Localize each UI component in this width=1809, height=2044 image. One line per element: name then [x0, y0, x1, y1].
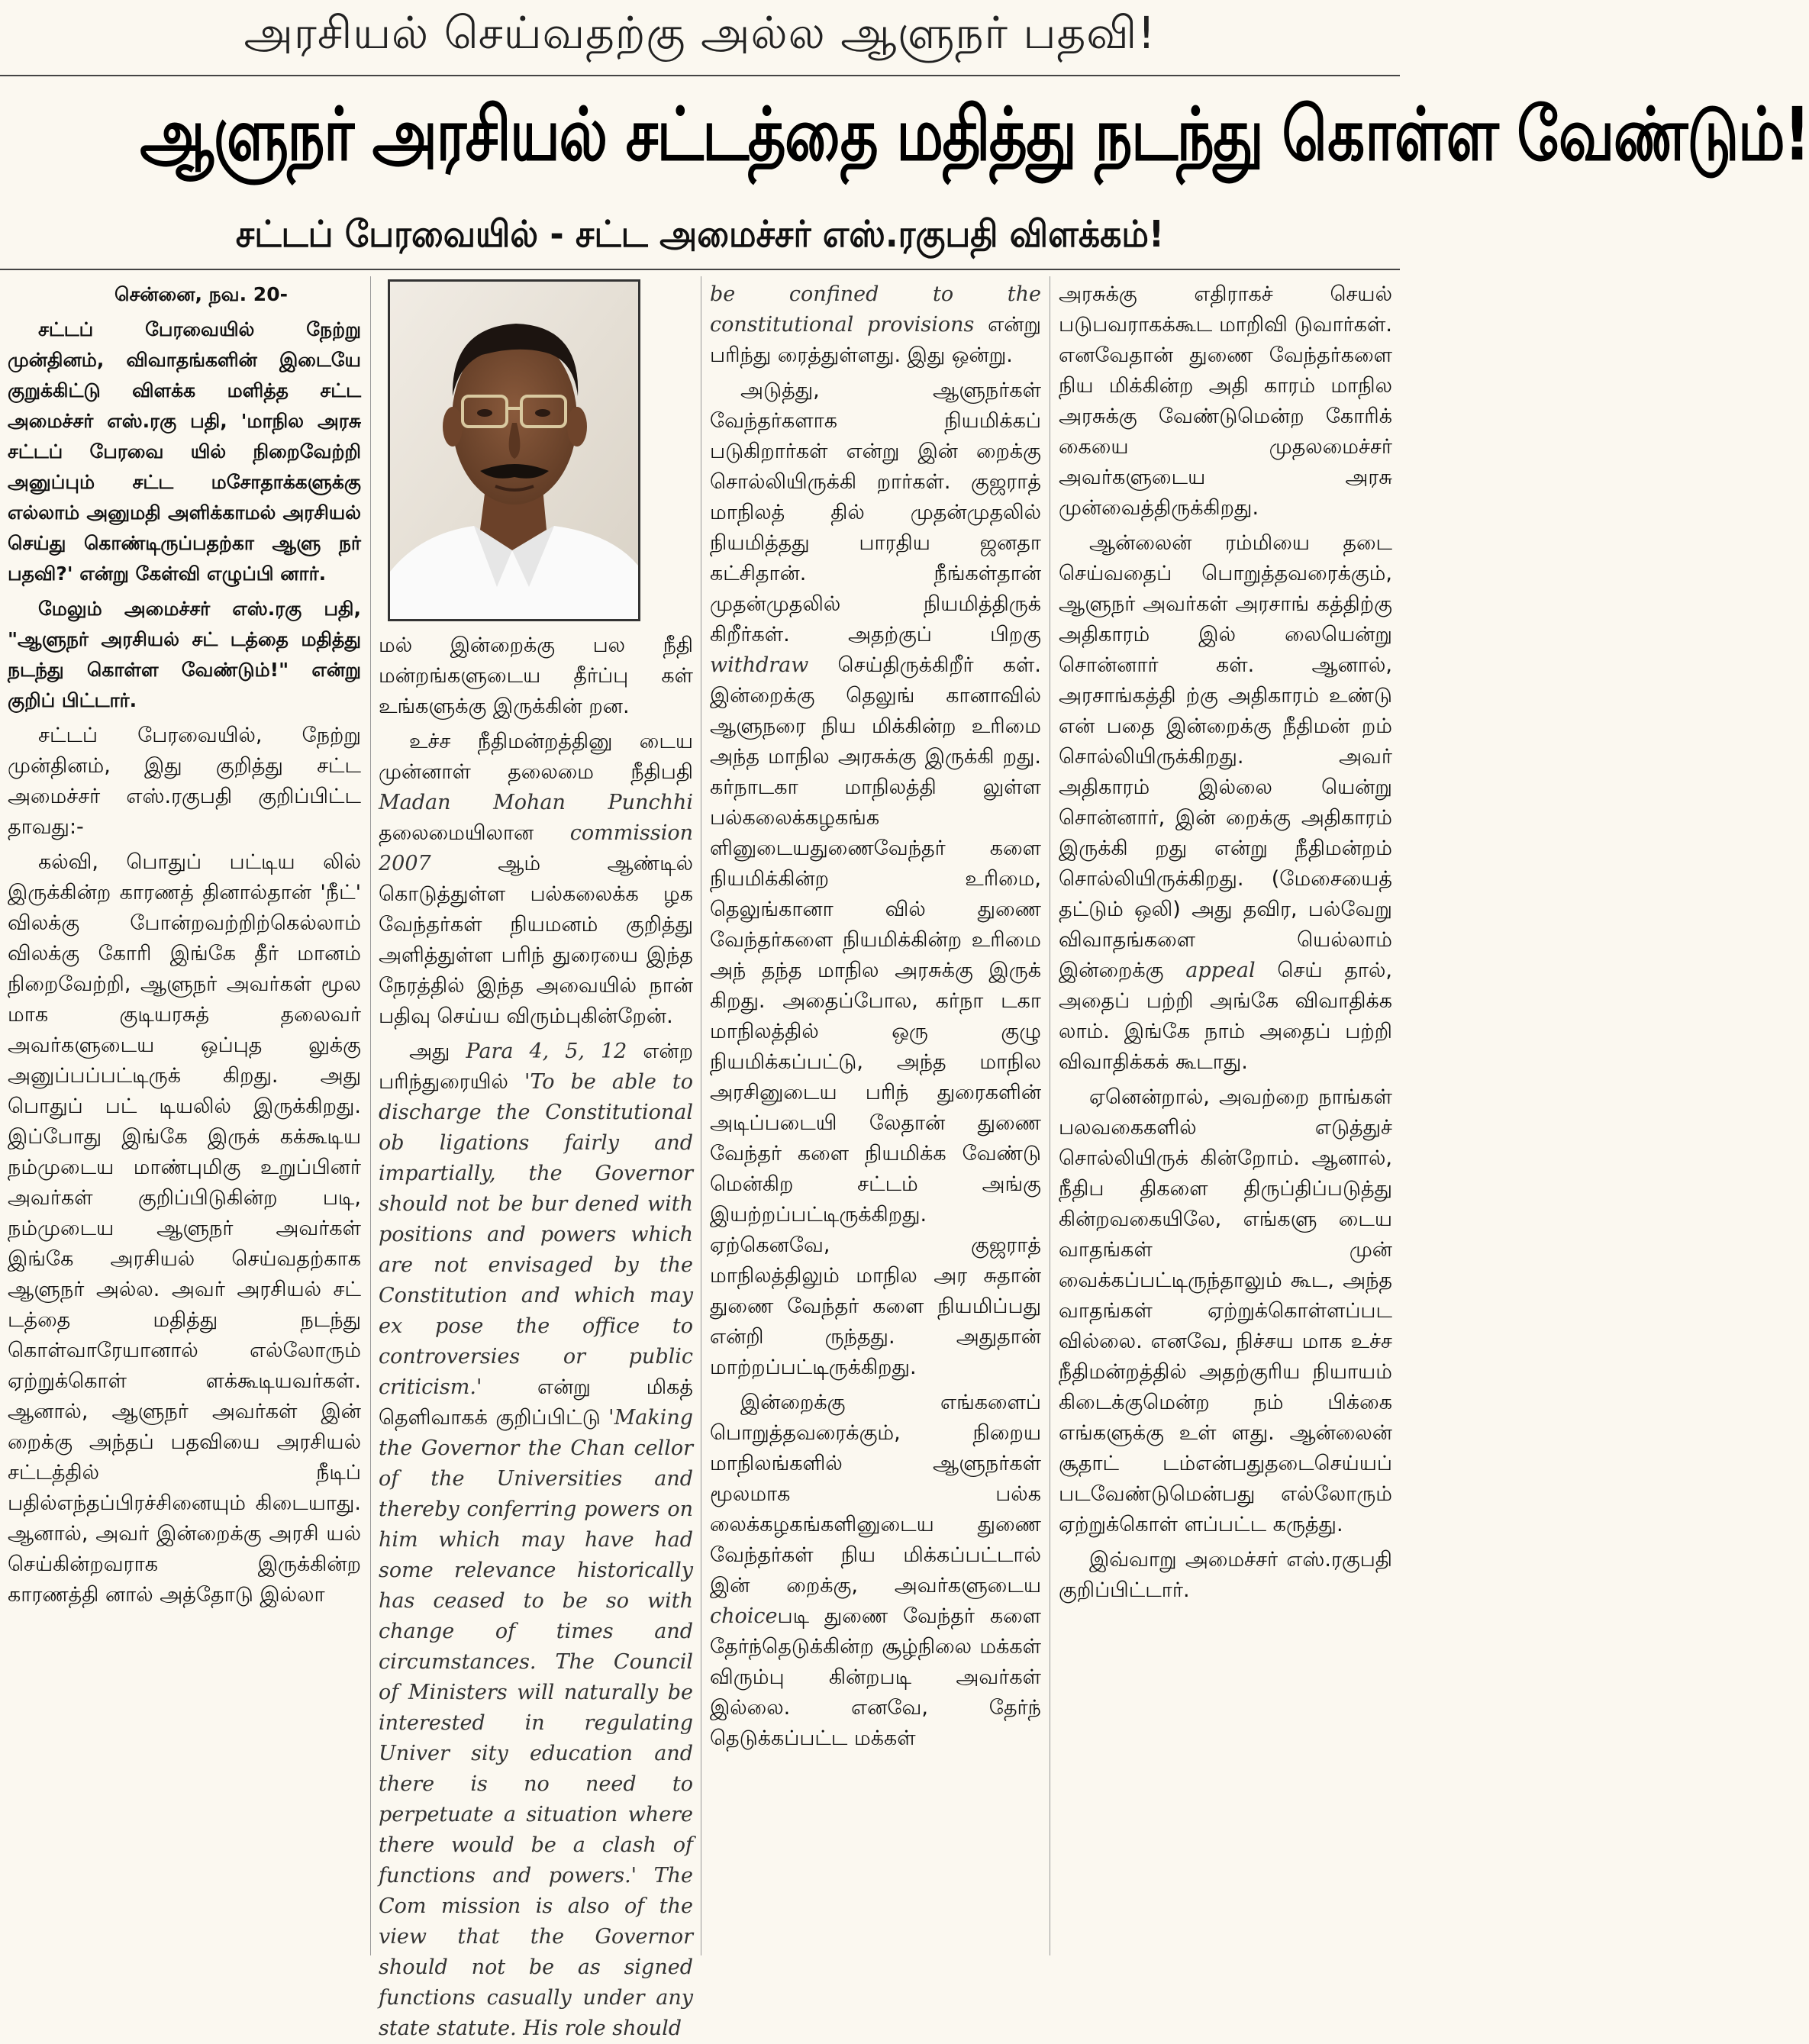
english-text-run: choice [710, 1604, 778, 1628]
body-paragraph-3: மல் இன்றைக்கு பல நீதி மன்றங்களுடைய தீர்ப்பு கள் உங்களுக்கு இருக்கின் றன. [379, 634, 693, 718]
english-text-run: appeal [1185, 959, 1256, 982]
body-paragraph-2: கல்வி, பொதுப் பட்டிய லில் இருக்கின்ற காரணத் தினால்தான் 'நீட்' விலக்கு போன்றவற்றிற்கெல்லாம் விலக்கு கோரி இங்கே தீர் மானம் நிறைவேற்றி, ஆளுநர் அவர்கள் மூல மாக குடியரசுத் தலைவர் அவர்களுடைய ஒப்புத லுக்கு அனுப்பப்பட்டிருக் கிறது. அது பொதுப் பட் டியலில் இருக்கிறது. இப்போது இங்கே இருக் கக்கூடிய நம்முடைய மாண்புமிகு உறுப்பினர் அவர்கள் குறிப்பிடுகின்ற படி, நம்முடைய ஆளுநர் அவர்கள் இங்கே அரசியல் செய்வதற்காக ஆளுநர் அல்ல. அவர் அரசியல் சட் டத்தை மதித்து நடந்து கொள்வாரேயானால் எல்லோரும் ஏற்றுக்கொள் ளக்கூடியவர்கள். ஆனால், ஆளுநர் அவர்கள் இன் றைக்கு அந்தப் பதவியை அரசியல் சட்டத்தில் நீடிப் பதில்எந்தப்பிரச்சினையும் கிடையாது. ஆனால், அவர் இன்றைக்கு அரசி யல் செய்கின்றவராக இருக்கின்ற காரணத்தி னால் அத்தோடு இல்லா [8, 850, 361, 1607]
text-run: இன்றைக்கு எங்களைப் பொறுத்தவரைக்கும், நிறைய மாநிலங்களில் ஆளுநர்கள் மூலமாக பல்க லைக்கழகங்களினுடைய துணை வேந்தர்கள் நிய மிக்கப்பட்டால் இன் றைக்கு, அவர்களுடைய [710, 1391, 1041, 1597]
english-quote: 'To be able to discharge the Constitutional ob ligations fairly and impartially, the Governor should not be bur dened with positions and powers which are not envisaged by the Constitution and which may ex pose the office to controversies or public criticism.' [379, 1070, 694, 1399]
lead-paragraph-1: சட்டப் பேரவையில் நேற்று முன்தினம், விவாதங்களின் இடையே குறுக்கிட்டு விளக்க மளித்த சட்ட அமைச்சர் எஸ்.ரகு பதி, 'மாநில அரசு சட்டப் பேரவை யில் நிறைவேற்றி அனுப்பும் சட்ட மசோதாக்களுக்கு எல்லாம் அனுமதி அளிக்காமல் அரசியல் செய்து கொண்டிருப்பதற்கா ஆளு நர் பதவி?' என்று கேள்வி எழுப்பி னார். [8, 318, 361, 585]
column-divider-1 [370, 276, 371, 1955]
dateline: சென்னை, நவ. 20- [114, 283, 288, 305]
body-paragraph-6 [710, 279, 1041, 371]
body-paragraph-4 [379, 727, 693, 1032]
article-column-2 [379, 630, 694, 2040]
article-column-3 [710, 279, 1041, 1955]
dateline-paragraph [8, 279, 361, 310]
deck-rule [0, 269, 1400, 270]
body-paragraph-8 [710, 1388, 1041, 1754]
text-run: என்ற பரிந்துரையில் [379, 1040, 693, 1094]
body-paragraph-12: இவ்வாறு அமைச்சர் எஸ்.ரகுபதி குறிப்பிட்டார். [1059, 1548, 1392, 1602]
body-paragraph-5 [379, 1037, 693, 2044]
text-run: படி துணை வேந்தர் களை தேர்ந்தெடுக்கின்ற சூழ்நிலை மக்கள் விரும்பு கின்றபடி அவர்கள் இல்லை. எனவே, தேர்ந் தெடுக்கப்பட்ட மக்கள் [710, 1604, 1041, 1750]
text-run: உச்ச நீதிமன்றத்தினு டைய முன்னாள் தலைமை நீதிபதி [379, 730, 693, 784]
lead-paragraph-2: மேலும் அமைச்சர் எஸ்.ரகு பதி, "ஆளுநர் அரசியல் சட் டத்தை மதித்து நடந்து கொள்ள வேண்டும்!" என்று குறிப் பிட்டார். [8, 598, 361, 711]
english-text-run: withdraw [710, 653, 809, 677]
english-text-run: commission 2007 [379, 821, 693, 875]
english-text-run: Madan Mohan Punchhi [379, 791, 693, 814]
portrait-image [390, 282, 638, 619]
text-run: அது [409, 1040, 466, 1063]
article-column-4 [1059, 279, 1392, 1955]
text-run: ஆம் ஆண்டில் கொடுத்துள்ள பல்கலைக்க ழக வேந்தர்கள் நியமனம் குறித்து அளித்துள்ள பரிந் துரையை இந்த நேரத்தில் இந்த அவையில் நான் பதிவு செய்ய விரும்புகின்றேன். [379, 852, 693, 1028]
text-run: செய்திருக்கிறீர் கள். இன்றைக்கு தெலுங் கானாவில் ஆளுநரை நிய மிக்கின்ற உரிமை அந்த மாநில அரசுக்கு இருக்கி றது. கர்நாடகா மாநிலத்தி லுள்ள பல்கலைக்கழகங்க ளினுடையதுணைவேந்தர் களை நியமிக்கின்ற உரிமை, தெலுங்கானா வில் துணை வேந்தர்களை நியமிக்கின்ற உரிமை அந் தந்த மாநில அரசுக்கு இருக் கிறது. அதைப்போல, கர்நா டகா மாநிலத்தில் ஒரு குழு நியமிக்கப்பட்டு, அந்த மாநில அரசினுடைய பரிந் துரைகளின் அடிப்படையி லேதான் துணை வேந்தர் களை நியமிக்க வேண்டு மென்கிற சட்டம் அங்கு இயற்றப்பட்டிருக்கிறது. ஏற்கெனவே, குஜராத் மாநிலத்திலும் மாநில அர சுதான் துணை வேந்தர் களை நியமிப்பது என்றி ருந்தது. அதுதான் மாற்றப்பட்டிருக்கிறது. [710, 653, 1041, 1379]
text-run: செய் தால், அதைப் பற்றி அங்கே விவாதிக்க லாம். இங்கே நாம் அதைப் பற்றி விவாதிக்கக் கூடாது. [1059, 959, 1393, 1074]
body-paragraph-10 [1059, 528, 1392, 1078]
english-quote: be confined to the constitutional provisions [710, 282, 1041, 337]
text-run: தலைமையிலான [379, 821, 570, 845]
text-run: ஆன்லைன் ரம்மியை தடை செய்வதைப் பொறுத்தவரைக்கும், ஆளுநர் அவர்கள் அரசாங் கத்திற்கு அதிகாரம் இல் லையென்று சொன்னார் கள். ஆனால், அரசாங்கத்தி ற்கு அதிகாரம் உண்டு என் பதை இன்றைக்கு நீதிமன் றம் சொல்லியிருக்கிறது. அவர் அதிகாரம் இல்லை யென்று சொன்னார், இன் றைக்கு அதிகாரம் இருக்கி றது என்று நீதிமன்றம் சொல்லியிருக்கிறது. (மேசையைத் தட்டும் ஒலி) அது தவிர, பல்வேறு விவாதங்களை யெல்லாம் இன்றைக்கு [1059, 531, 1392, 982]
body-paragraph-1: சட்டப் பேரவையில், நேற்று முன்தினம், இது குறித்து சட்ட அமைச்சர் எஸ்.ரகுபதி குறிப்பிட்ட தாவது:- [8, 724, 361, 839]
english-text-run: Para 4, 5, 12 [466, 1040, 627, 1063]
top-rule [0, 75, 1400, 76]
main-headline: ஆளுநர் அரசியல் சட்டத்தை மதித்து நடந்து கொள்ள வேண்டும்! [140, 92, 1809, 177]
text-run: என்று மிகத் தெளிவாகக் குறிப்பிட்டு [379, 1375, 693, 1430]
text-run: என்று பரிந்து ரைத்துள்ளது. இது ஒன்று. [710, 313, 1041, 367]
body-paragraph-9: அரசுக்கு எதிராகச் செயல் படுபவராகக்கூட மாறிவி டுவார்கள். எனவேதான் துணை வேந்தர்களை நிய மிக்கின்ற அதி காரம் மாநில அரசுக்கு வேண்டுமென்ற கோரிக் கையை முதலமைச்சர் அவர்களுடைய அரசு முன்வைத்திருக்கிறது. [1059, 282, 1392, 520]
text-run: அடுத்து, ஆளுநர்கள் வேந்தர்களாக நியமிக்கப் படுகிறார்கள் என்று இன் றைக்கு சொல்லியிருக்கி றார்கள். குஜராத் மாநிலத் தில் முதன்முதலில் நியமித்தது பாரதிய ஜனதா கட்சிதான். நீங்கள்தான் முதன்முதலில் நியமித்திருக் கிறீர்கள். அதற்குப் பிறகு [710, 379, 1041, 646]
deck-headline: சட்டப் பேரவையில் - சட்ட அமைச்சர் எஸ்.ரகுபதி விளக்கம்! [235, 213, 1165, 256]
body-paragraph-11: ஏனென்றால், அவற்றை நாங்கள் பலவகைகளில் எடுத்துச் சொல்லியிருக் கின்றோம். ஆனால், நீதிப திகளை திருப்திப்படுத்து கின்றவகையிலே, எங்களு டைய வாதங்கள் முன் வைக்கப்பட்டிருந்தாலும் கூட, அந்த வாதங்கள் ஏற்றுக்கொள்ளப்பட வில்லை. எனவே, நிச்சய மாக உச்ச நீதிமன்றத்தில் அதற்குரிய நியாயம் கிடைக்குமென்ற நம் பிக்கை எங்களுக்கு உள் ளது. ஆன்லைன் சூதாட் டம்என்பதுதடைசெய்யப் படவேண்டுமென்பது எல்லோரும் ஏற்றுக்கொள் ளப்பட்ட கருத்து. [1059, 1085, 1392, 1536]
article-column-1 [8, 279, 361, 1955]
minister-photo [388, 279, 640, 621]
body-paragraph-7 [710, 376, 1041, 1383]
kicker-headline: அரசியல் செய்வதற்கு அல்ல ஆளுநர் பதவி! [243, 7, 1156, 59]
english-quote: 'Making the Governor the Chan cellor of the Universities and thereby conferring powers on him which may have had some relevance historically has ceased to be so with change of times and circumstances. The Council of Ministers will naturally be interested in regulating Univer sity education and there is no need to perpetuate a situation where there would be a clash of functions and powers.' The Com mission is also of the view that the Governor should not be as signed functions casually under any state statute. His role should [379, 1406, 693, 2040]
